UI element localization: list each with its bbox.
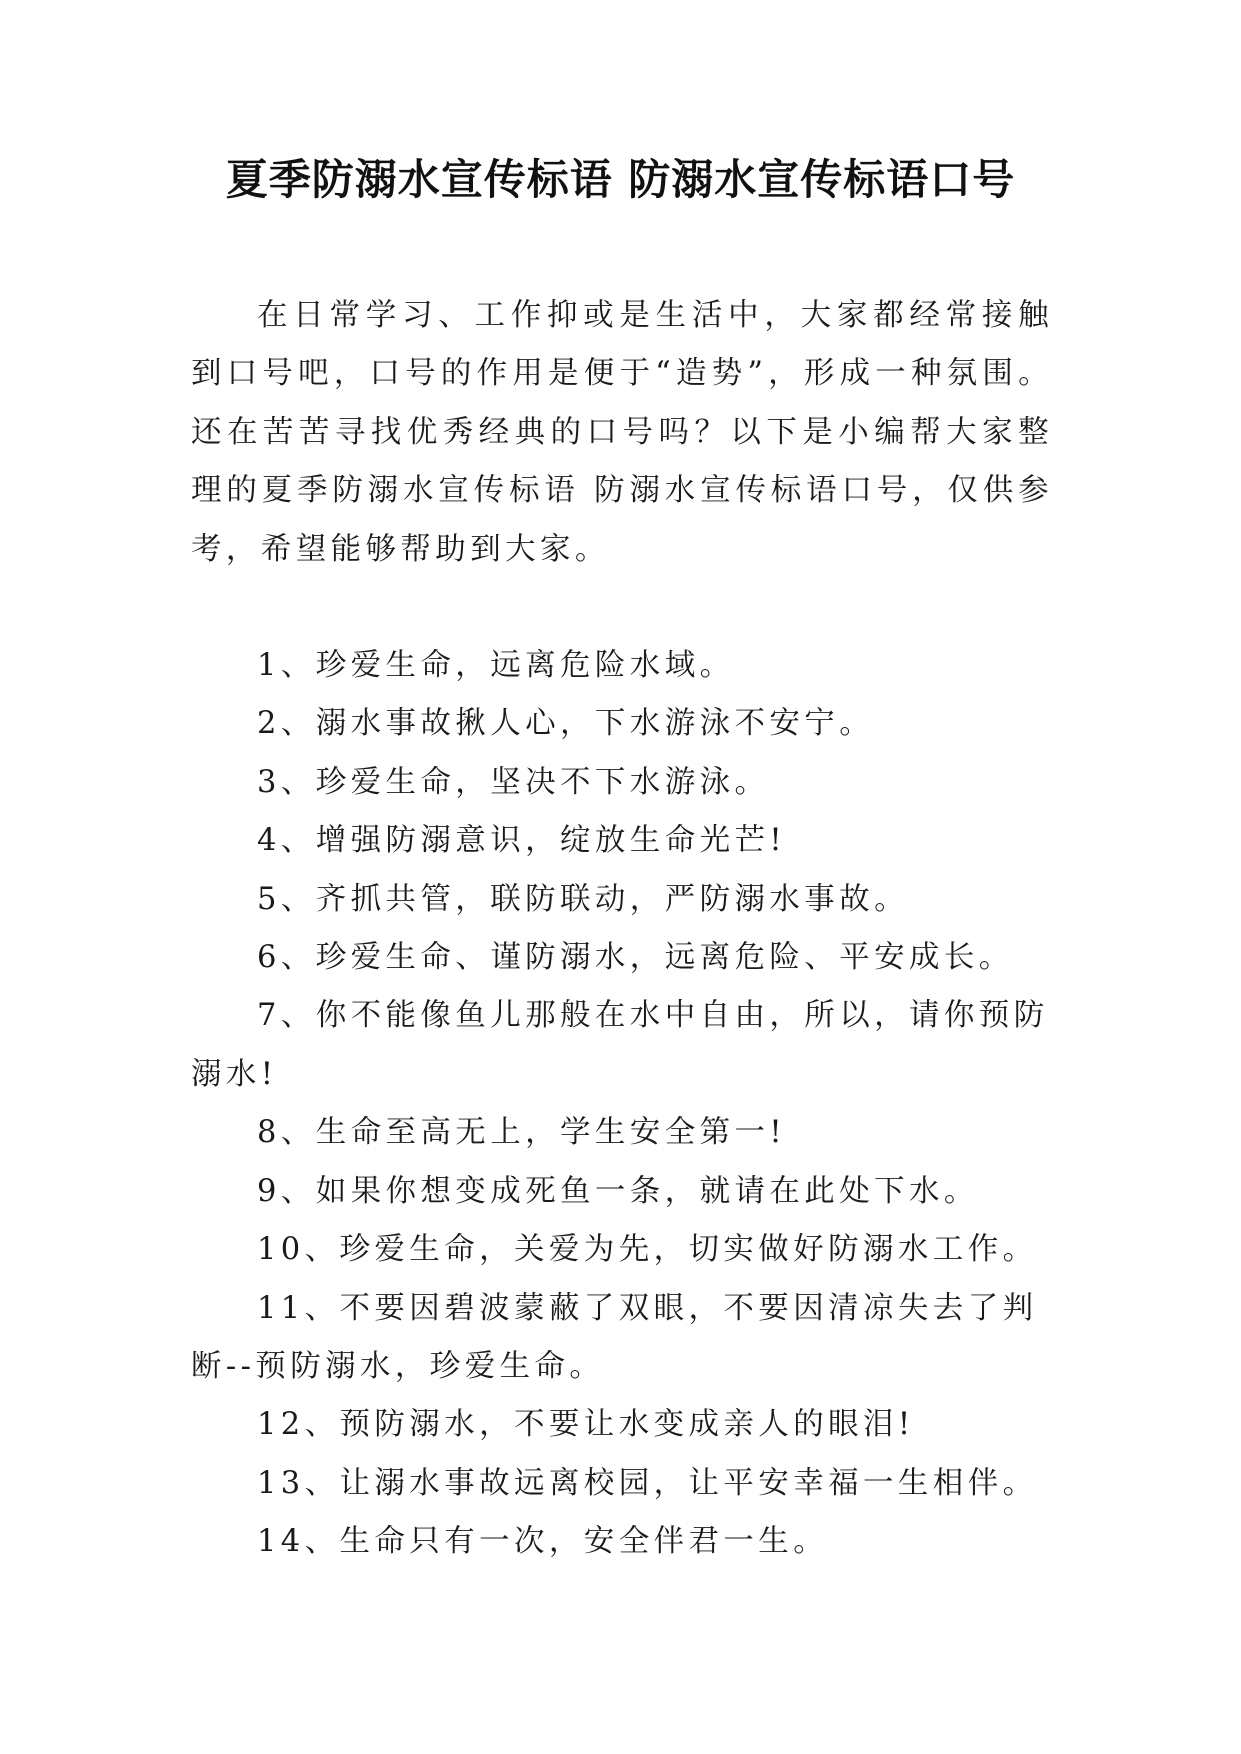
slogan-item: 13、让溺水事故远离校园，让平安幸福一生相伴。	[257, 1465, 1038, 1501]
slogan-item: 9、如果你想变成死鱼一条，就请在此处下水。	[257, 1173, 979, 1209]
slogan-item: 7、你不能像鱼儿那般在水中自由，所以，请你预防溺水!	[191, 998, 1049, 1092]
slogan-item: 3、珍爱生命，坚决不下水游泳。	[257, 764, 770, 800]
slogan-item: 8、生命至高无上，学生安全第一!	[257, 1115, 787, 1151]
document-body	[191, 287, 1053, 1572]
slogan-item: 11、不要因碧波蒙蔽了双眼，不要因清凉失去了判断--预防溺水，珍爱生命。	[191, 1290, 1038, 1384]
slogan-item: 4、增强防溺意识，绽放生命光芒!	[257, 823, 787, 859]
slogan-item: 14、生命只有一次，安全伴君一生。	[257, 1524, 829, 1560]
slogan-item: 1、珍爱生命，远离危险水域。	[257, 648, 735, 684]
slogan-item: 5、齐抓共管，联防联动，严防溺水事故。	[257, 881, 910, 917]
intro-paragraph: 在日常学习、工作抑或是生活中，大家都经常接触到口号吧，口号的作用是便于“造势”，形成一种氛围。还在苦苦寻找优秀经典的口号吗？以下是小编帮大家整理的夏季防溺水宣传标语 防溺水宣传标语口号，仅供参考，希望能够帮助到大家。	[191, 298, 1053, 567]
slogan-list	[191, 637, 1053, 1572]
slogan-item: 10、珍爱生命，关爱为先，切实做好防溺水工作。	[257, 1232, 1038, 1268]
slogan-item: 12、预防溺水，不要让水变成亲人的眼泪!	[257, 1407, 915, 1443]
slogan-item: 2、溺水事故揪人心，下水游泳不安宁。	[257, 706, 875, 742]
document-title: 夏季防溺水宣传标语 防溺水宣传标语口号	[225, 155, 1016, 204]
slogan-item: 6、珍爱生命、谨防溺水，远离危险、平安成长。	[257, 940, 1014, 976]
